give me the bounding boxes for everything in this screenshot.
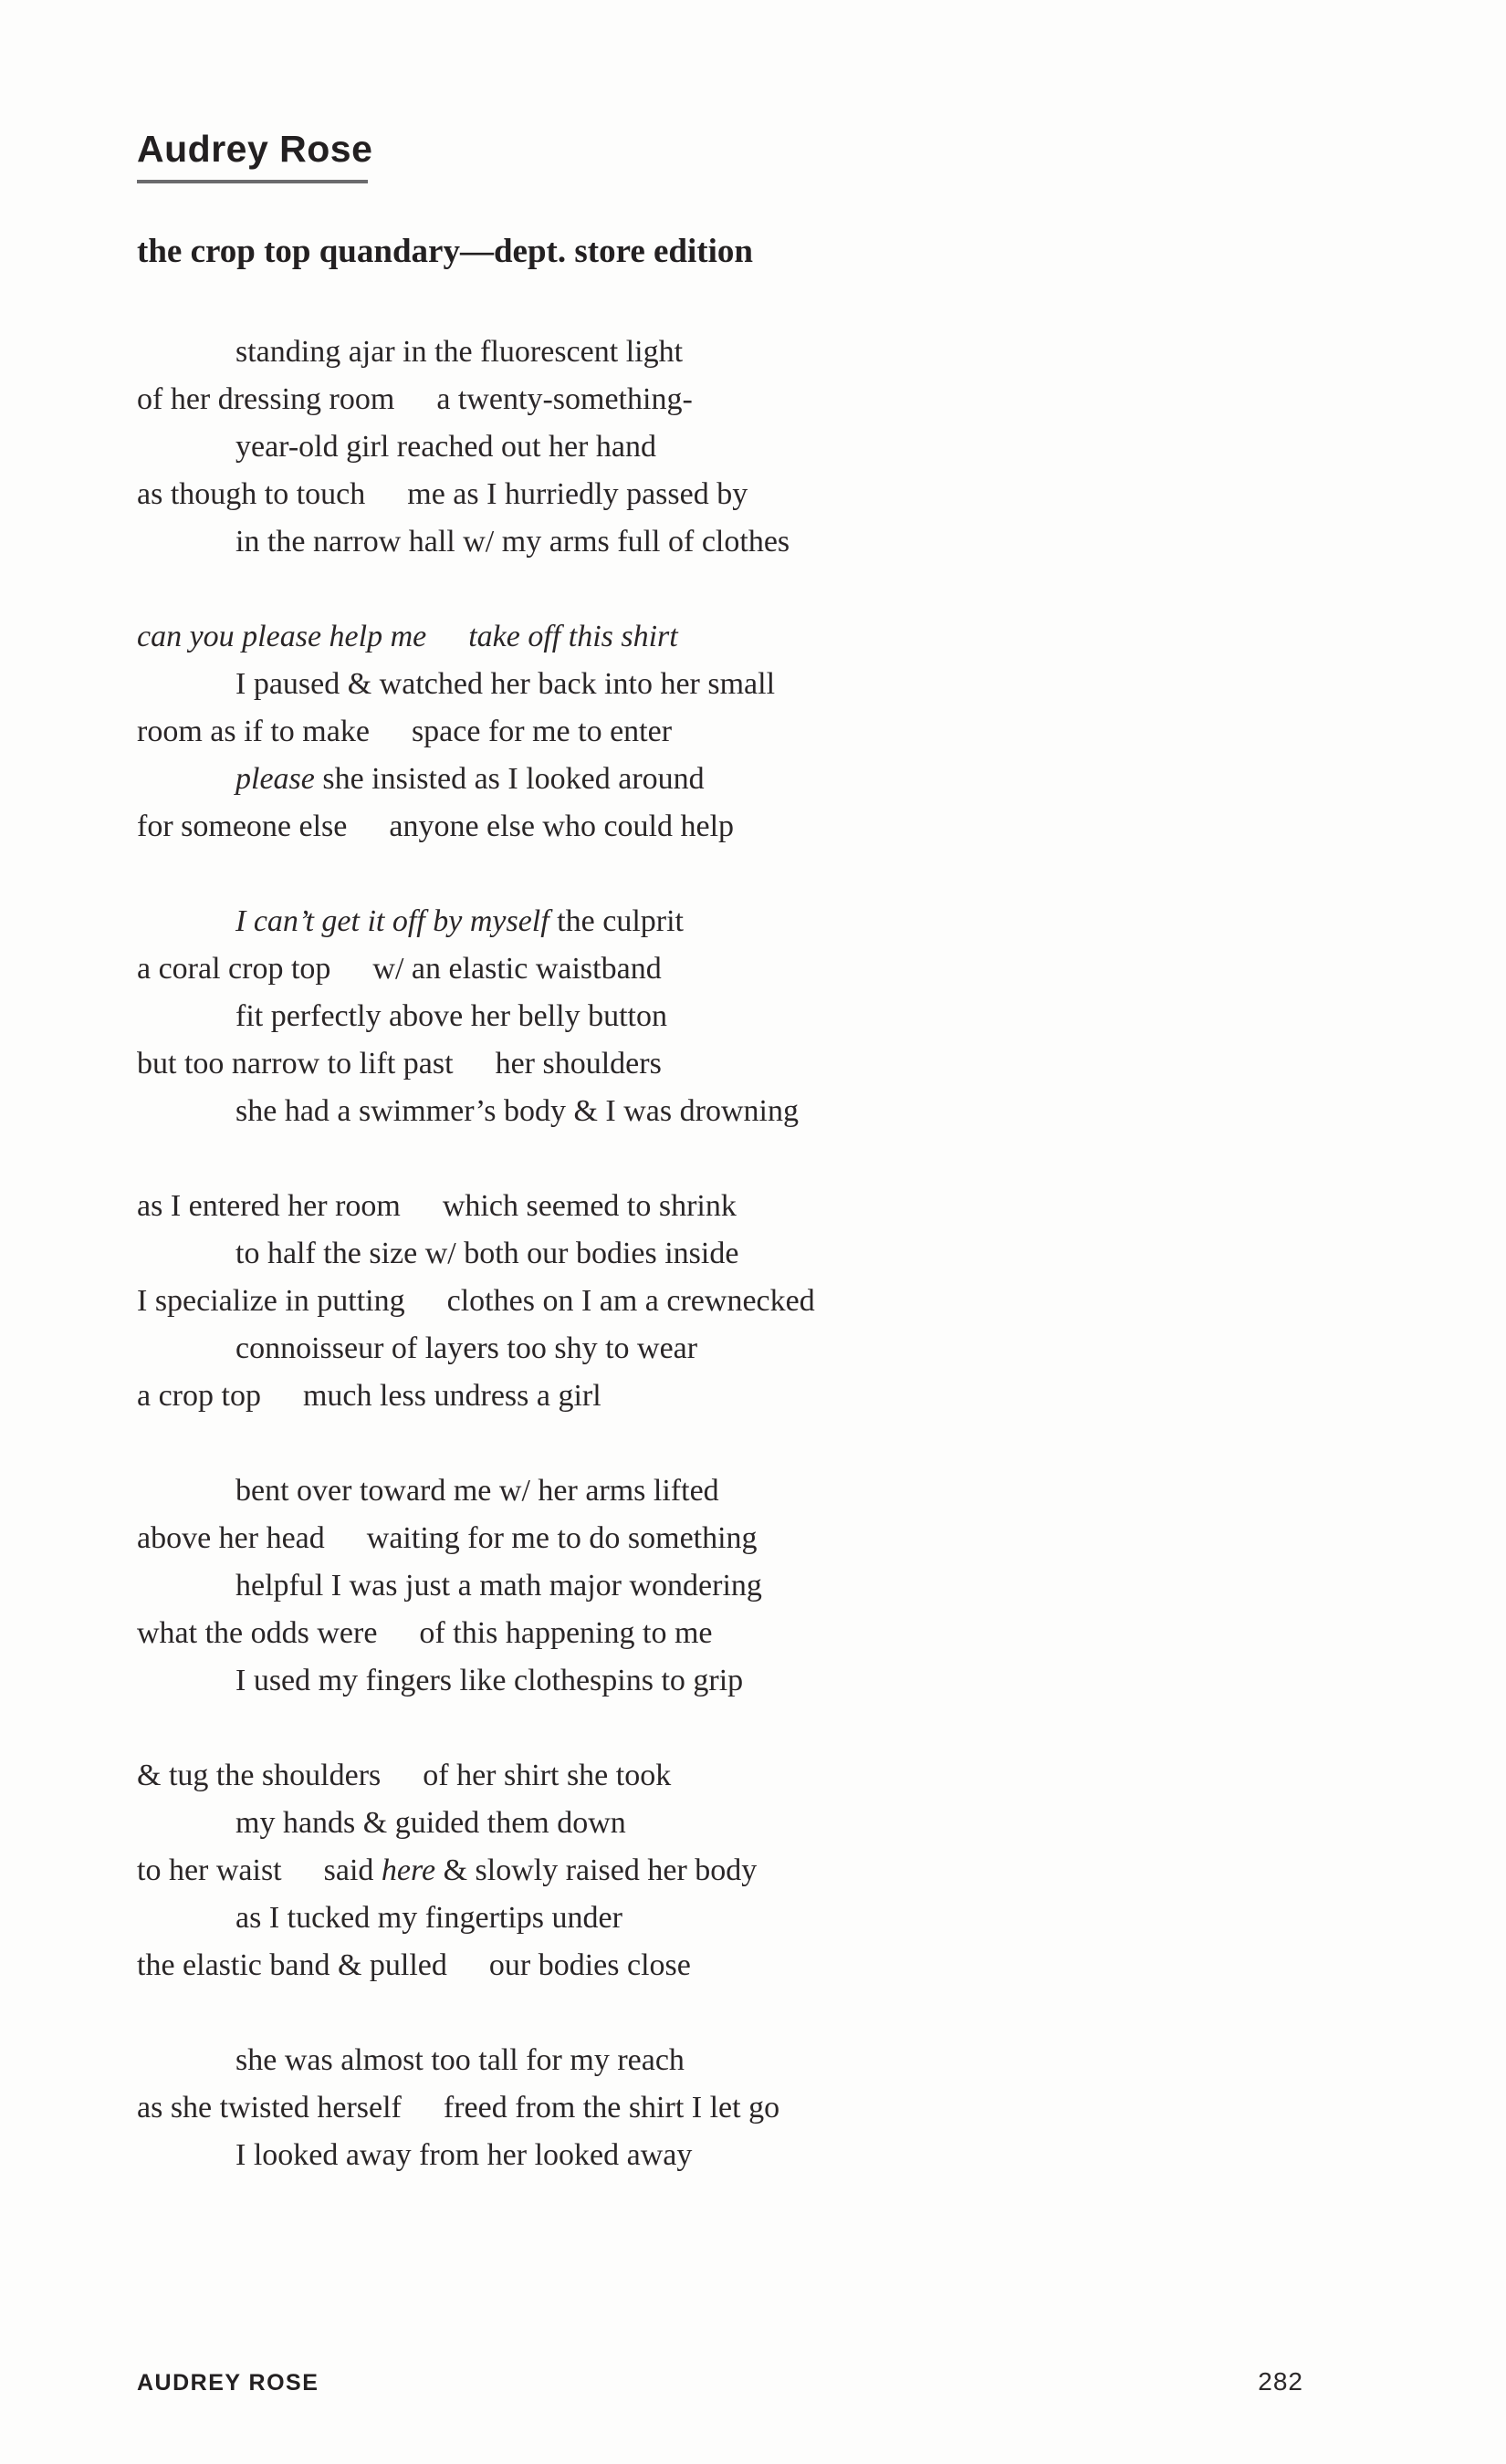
poem-text-segment: much less undress a girl: [302, 1378, 601, 1413]
poem-text-segment: said: [323, 1853, 382, 1887]
poem-text-segment: me as I hurriedly passed by: [407, 476, 748, 511]
poem-line: [137, 993, 1305, 1040]
poem-italic-segment: take off this shirt: [468, 619, 678, 653]
stanza: [137, 2037, 1305, 2179]
poem-line: [137, 1942, 1305, 1989]
poem-text-segment: & tug the shoulders: [137, 1758, 382, 1792]
poem-line: [137, 945, 1305, 993]
poem-line: [137, 1895, 1305, 1942]
poem-line: [137, 1515, 1305, 1562]
footer-author: AUDREY ROSE: [137, 2370, 319, 2396]
poem-text-segment: bent over toward me w/ her arms lifted: [235, 1473, 719, 1508]
caesura-gap: [261, 1404, 303, 1405]
poem-text-segment: for someone else: [137, 809, 348, 843]
poem-italic-segment: can you please help me: [137, 619, 427, 653]
poem-line: [137, 1467, 1305, 1515]
poem-text-segment: she insisted as I looked around: [314, 761, 705, 796]
caesura-gap: [381, 1784, 423, 1785]
poem-line: [137, 803, 1305, 851]
poem-italic-segment: I can’t get it off by myself: [235, 903, 549, 938]
poem-line: [137, 1800, 1305, 1847]
poem-text-segment: our bodies close: [488, 1947, 691, 1982]
poem-text-segment: a coral crop top: [137, 951, 331, 986]
poem-text-segment: as though to touch: [137, 476, 366, 511]
poem-line: [137, 2132, 1305, 2179]
poem-text-segment: room as if to make: [137, 714, 370, 748]
stanza: [137, 1752, 1305, 1989]
poem-line: [137, 423, 1305, 471]
caesura-gap: [330, 977, 372, 978]
poem-text-segment: of this happening to me: [419, 1615, 713, 1650]
poem-text-segment: clothes on I am a crewnecked: [446, 1283, 815, 1318]
stanza: [137, 613, 1305, 851]
poem-line: [137, 756, 1305, 803]
poem-text-segment: to half the size w/ both our bodies inside: [235, 1236, 739, 1270]
poem-line: [137, 471, 1305, 518]
poem-text-segment: year-old girl reached out her hand: [235, 429, 656, 464]
poem-line: [137, 1040, 1305, 1088]
poem-line: [137, 613, 1305, 661]
poem-text-segment: anyone else who could help: [389, 809, 735, 843]
poem-text-segment: my hands & guided them down: [235, 1805, 626, 1840]
page-footer: [137, 2367, 1303, 2396]
poem-text-segment: & slowly raised her body: [435, 1853, 758, 1887]
poem-line: [137, 329, 1305, 376]
poem-title: the crop top quandary—dept. store edition: [137, 233, 753, 271]
caesura-gap: [365, 503, 407, 504]
poem-line: [137, 2037, 1305, 2084]
poem-line: [137, 1657, 1305, 1705]
caesura-gap: [401, 1215, 443, 1216]
poem-text-segment: her shoulders: [495, 1046, 662, 1081]
poem-text-segment: but too narrow to lift past: [137, 1046, 454, 1081]
poem-line: [137, 1183, 1305, 1230]
stanza: [137, 329, 1305, 566]
poem-line: [137, 2084, 1305, 2132]
caesura-gap: [426, 645, 468, 646]
poem-text-segment: I looked away from her looked away: [235, 2137, 693, 2172]
poem-line: [137, 1088, 1305, 1135]
author-heading: Audrey Rose: [137, 128, 373, 170]
poem-line: [137, 1752, 1305, 1800]
poem-text-segment: fit perfectly above her belly button: [235, 998, 667, 1033]
poem-text-segment: freed from the shirt I let go: [443, 2090, 780, 2125]
poem-line: [137, 518, 1305, 566]
poem-text-segment: the elastic band & pulled: [137, 1947, 447, 1982]
poem-line: [137, 1610, 1305, 1657]
poem-text-segment: she was almost too tall for my reach: [235, 2042, 685, 2077]
page-content: [137, 0, 1305, 2227]
poem-line: [137, 708, 1305, 756]
poem-line: [137, 1230, 1305, 1278]
poem-text-segment: I used my fingers like clothespins to grip: [235, 1663, 744, 1697]
poem-text-segment: in the narrow hall w/ my arms full of clothes: [235, 524, 790, 559]
poem-text-segment: as she twisted herself: [137, 2090, 402, 2125]
poem-text-segment: of her dressing room: [137, 381, 395, 416]
caesura-gap: [394, 408, 436, 409]
poem: [137, 329, 1305, 2179]
poem-text-segment: to her waist: [137, 1853, 282, 1887]
poem-text-segment: the culprit: [549, 903, 684, 938]
caesura-gap: [377, 1642, 419, 1643]
caesura-gap: [454, 1072, 496, 1073]
poem-text-segment: space for me to enter: [411, 714, 673, 748]
caesura-gap: [370, 740, 412, 741]
poem-line: [137, 1278, 1305, 1325]
caesura-gap: [282, 1879, 324, 1880]
stanza: [137, 1183, 1305, 1420]
poem-line: [137, 1325, 1305, 1373]
caesura-gap: [325, 1547, 367, 1548]
caesura-gap: [402, 2116, 444, 2117]
poem-line: [137, 376, 1305, 423]
poem-text-segment: as I tucked my fingertips under: [235, 1900, 622, 1935]
poem-italic-segment: here: [381, 1853, 436, 1887]
poem-line: [137, 1373, 1305, 1420]
poem-line: [137, 1847, 1305, 1895]
poem-line: [137, 1562, 1305, 1610]
poem-text-segment: a twenty-something-: [436, 381, 693, 416]
page-number: 282: [1258, 2367, 1303, 2396]
poem-text-segment: I specialize in putting: [137, 1283, 405, 1318]
poem-text-segment: helpful I was just a math major wondering: [235, 1568, 762, 1603]
poem-text-segment: I paused & watched her back into her small: [235, 666, 776, 701]
poem-italic-segment: please: [235, 761, 315, 796]
poem-text-segment: which seemed to shrink: [442, 1188, 737, 1223]
poem-text-segment: what the odds were: [137, 1615, 378, 1650]
poem-text-segment: a crop top: [137, 1378, 261, 1413]
caesura-gap: [347, 835, 389, 836]
poem-text-segment: above her head: [137, 1520, 325, 1555]
poem-text-segment: she had a swimmer’s body & I was drowning: [235, 1093, 799, 1128]
poem-text-segment: as I entered her room: [137, 1188, 401, 1223]
stanza: [137, 898, 1305, 1135]
poem-line: [137, 661, 1305, 708]
poem-text-segment: connoisseur of layers too shy to wear: [235, 1331, 698, 1365]
poem-text-segment: w/ an elastic waistband: [372, 951, 662, 986]
poem-text-segment: waiting for me to do something: [366, 1520, 758, 1555]
caesura-gap: [447, 1974, 489, 1975]
author-underline-rule: [137, 180, 368, 183]
stanza: [137, 1467, 1305, 1705]
poem-line: [137, 898, 1305, 945]
poem-text-segment: standing ajar in the fluorescent light: [235, 334, 684, 369]
poem-text-segment: of her shirt she took: [423, 1758, 672, 1792]
